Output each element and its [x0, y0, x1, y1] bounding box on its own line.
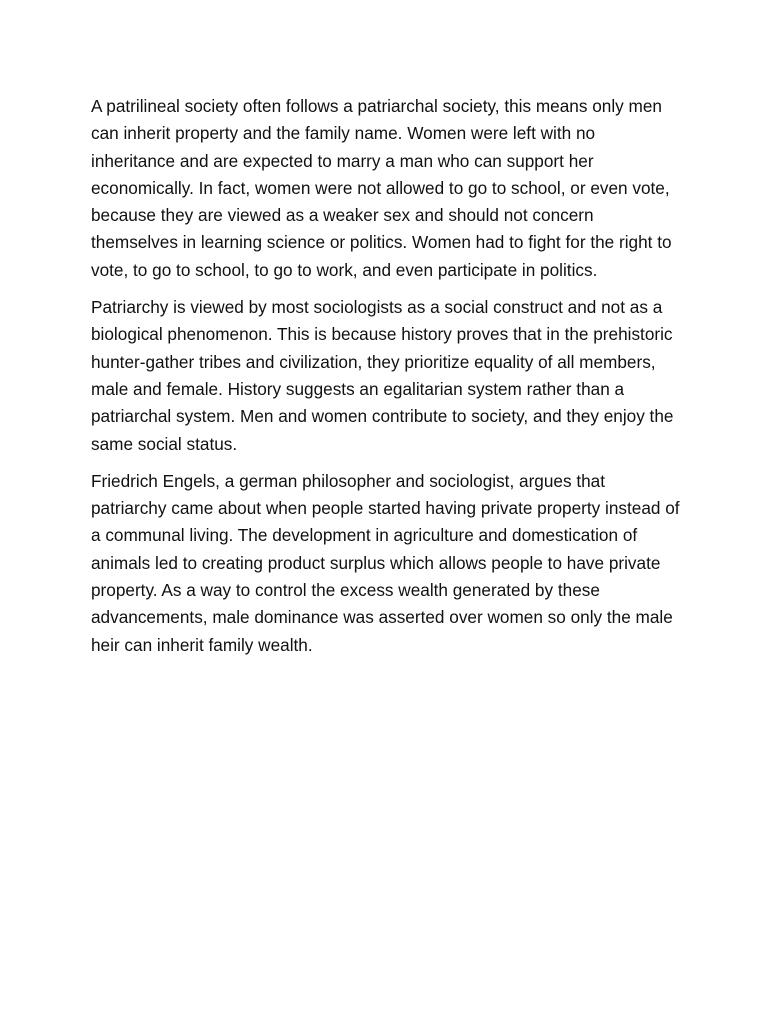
paragraph-patriarchy-social-construct: Patriarchy is viewed by most sociologists as a social construct and not as a biological phenomenon. This is because history proves that in the prehistoric hunter-gather tribes and civilization, they prioritize equality of all members, male and female. History suggests an egalitarian system rather than a patriarchal system. Men and women contribute to society, and they enjoy the same social status. — [91, 297, 674, 454]
paragraph-friedrich-engels: Friedrich Engels, a german philosopher and sociologist, argues that patriarchy came about when people started having private property instead of a communal living. The development in agriculture and domestication of animals led to creating product surplus which allows people to have private property. As a way to control the excess wealth generated by these advancements, male dominance was asserted over women so only the male heir can inherit family wealth. — [91, 470, 680, 655]
document-body — [91, 93, 681, 669]
paragraph-patrilineal-society: A patrilineal society often follows a patriarchal society, this means only men can inherit property and the family name. Women were left with no inheritance and are expected to marry a man who can support her economically. In fact, women were not allowed to go to school, or even vote, because they are viewed as a weaker sex and should not concern themselves in learning science or politics. Women had to fight for the right to vote, to go to school, to go to work, and even participate in politics. — [91, 96, 672, 280]
